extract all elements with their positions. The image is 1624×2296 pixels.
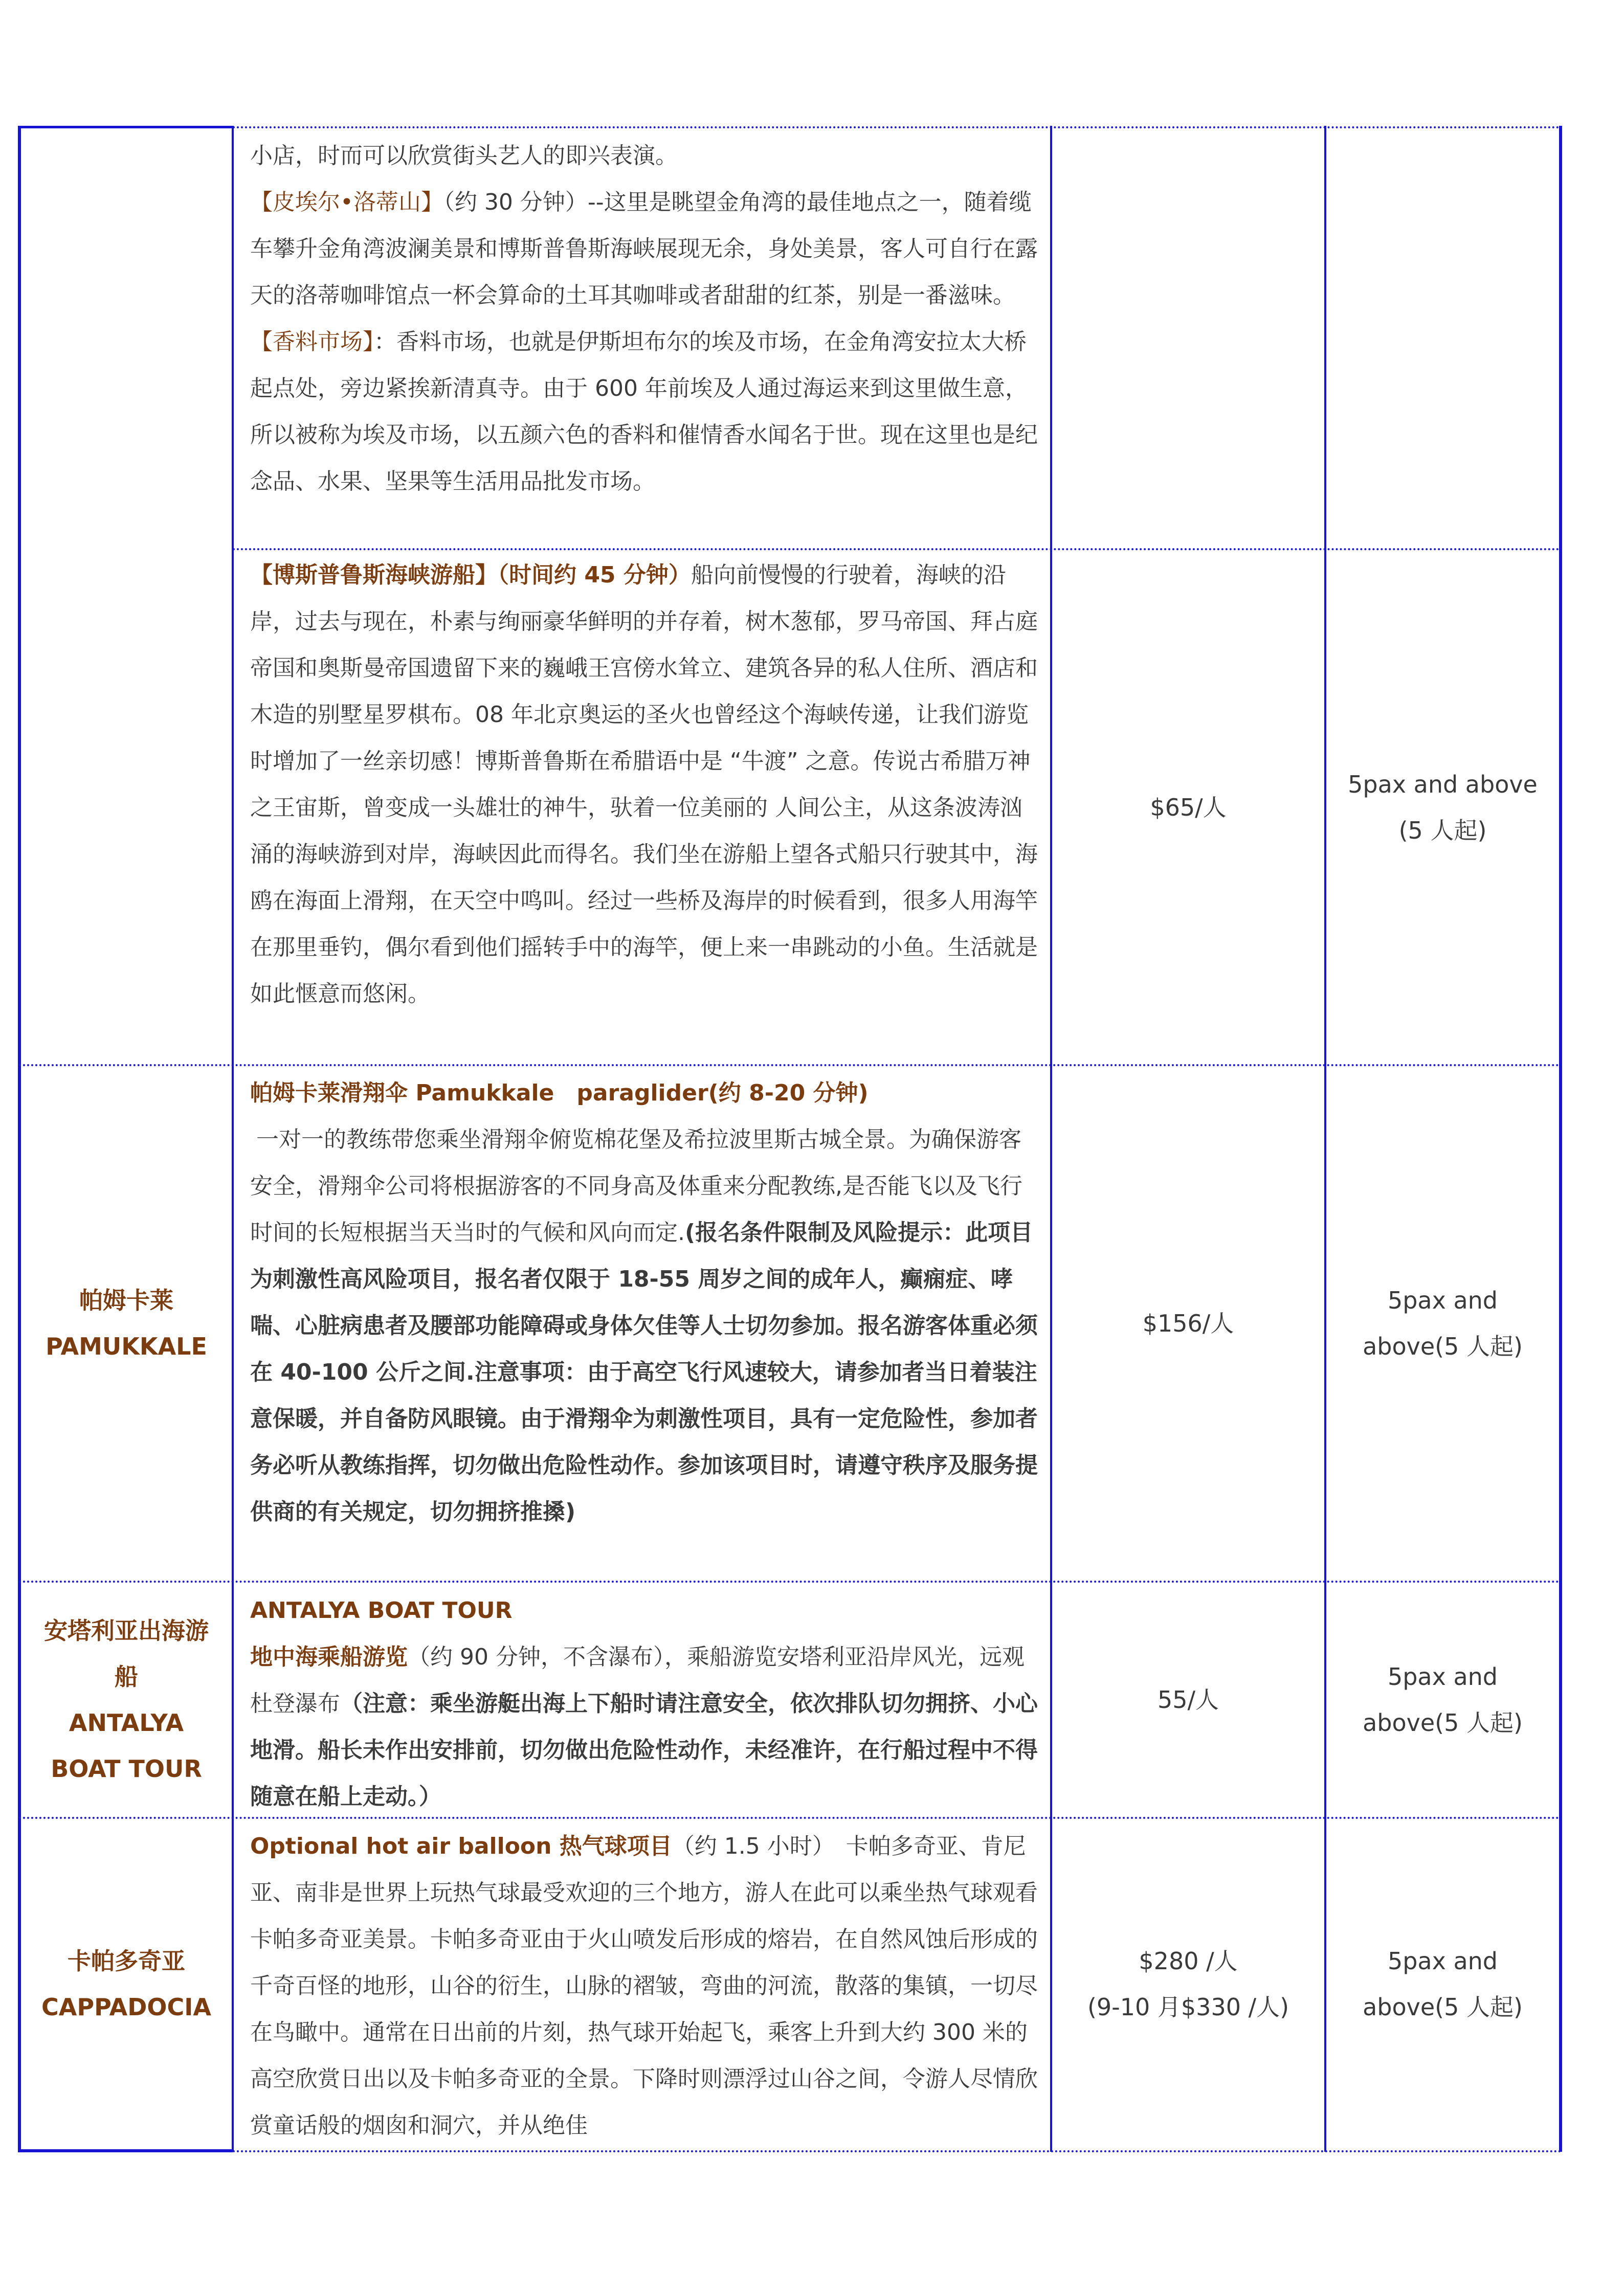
row5-desc-paragraph (250, 1823, 1039, 2149)
row2-price (1052, 550, 1324, 1064)
row2-price-value: $65/人 (1150, 793, 1227, 821)
row5-location-en: CAPPADOCIA (41, 1993, 211, 2021)
row4-desc-paragraph (250, 1634, 1039, 1820)
row5-min-line1: 5pax and (1387, 1947, 1498, 1975)
table-top-border (18, 126, 233, 128)
row3-min-line2: above(5 人起) (1363, 1333, 1523, 1360)
row1-desc-para-spice-market (250, 319, 1039, 505)
row3-desc-title: 帕姆卡莱滑翔伞 Pamukkale paraglider(约 8-20 分钟) (250, 1080, 869, 1106)
table-right-border (1559, 126, 1562, 2152)
row3-location-cn: 帕姆卡莱 (79, 1287, 173, 1314)
row5-min-line2: above(5 人起) (1363, 1993, 1523, 2021)
row5-description (234, 1823, 1050, 2149)
row3-location-en: PAMUKKALE (46, 1333, 207, 1360)
row4-location (21, 1583, 232, 1817)
row4-desc-warning: （注意：乘坐游艇出海上下船时请注意安全，依次排队切勿拥挤、小心地滑。船长未作出安排前，切勿做出危险性动作，未经准许，在行船过程中不得随意在船上走动。） (250, 1691, 1038, 1810)
row4-min-line1: 5pax and (1387, 1663, 1498, 1691)
row4-desc-text: （约 90 分钟，不含瀑布），乘船游览安塔利亚沿岸风光，远观杜登瀑布 (250, 1644, 1025, 1717)
row5-location (21, 1819, 232, 2149)
row3-min-pax (1326, 1066, 1559, 1581)
row4-location-cn: 安塔利亚出海游船 (44, 1617, 209, 1691)
row5-price (1052, 1819, 1324, 2149)
row1-desc-pierre-loti-text: （约 30 分钟）--这里是眺望金角湾的最佳地点之一，随着缆车攀升金角湾波澜美景和博斯普鲁斯海峡展现无余，身处美景，客人可自行在露天的洛蒂咖啡馆点一杯会算命的土耳其咖啡或者甜甜的红茶，别是一番滋味。 (250, 189, 1038, 308)
table-bottom-border (18, 2149, 233, 2152)
row4-description (234, 1587, 1050, 1817)
row5-price-line2: (9-10 月$330 /人) (1087, 1993, 1289, 2021)
row3-price (1052, 1066, 1324, 1581)
row3-location (21, 1066, 232, 1581)
row2-desc-text: 船向前慢慢的行驶着，海峡的沿岸，过去与现在，朴素与绚丽豪华鲜明的并存着，树木葱郁，罗马帝国、拜占庭帝国和奥斯曼帝国遗留下来的巍峨王宫傍水耸立、建筑各异的私人住所、酒店和木造的别墅星罗棋布。08 年北京奥运的圣火也曾经这个海峡传递，让我们游览时增加了一丝亲切感！博斯普鲁斯在希腊语中是 “牛渡” 之意。传说古希腊万神之王宙斯，曾变成一头雄壮的神牛，驮着一位美丽的 人间公主，从这条波涛汹涌的海峡游到对岸，海峡因此而得名。我们坐在游船上望各式船只行驶其中，海鸥在海面上滑翔，在天空中鸣叫。经过一些桥及海岸的时候看到，很多人用海竿在那里垂钓，偶尔看到他们摇转手中的海竿，便上来一串跳动的小鱼。生活就是如此惬意而悠闲。 (250, 562, 1038, 1007)
row1-desc-line1: 小店，时而可以欣赏街头艺人的即兴表演。 (250, 143, 678, 169)
row3-description (234, 1070, 1050, 1581)
row2-min-pax (1326, 550, 1559, 1064)
row4-min-line2: above(5 人起) (1363, 1709, 1523, 1737)
row5-min-pax (1326, 1819, 1559, 2149)
row3-desc-warning: (报名条件限制及风险提示：此项目为刺激性高风险项目，报名者仅限于 18-55 周岁之间的成年人，癫痫症、哮喘、心脏病患者及腰部功能障碍或身体欠佳等人士切勿参加。报名游客体重必须在 40-100 公斤之间.注意事项：由于高空飞行风速较大，请参加者当日着装注意保暖，并自备防风眼镜。由于滑翔伞为刺激性项目，具有一定危险性，参加者务必听从教练指挥，切勿做出危险性动作。参加该项目时，请遵守秩序及服务提供商的有关规定，切勿拥挤推搡) (250, 1220, 1038, 1525)
row1-desc-spice-market-text: ：香料市场，也就是伊斯坦布尔的埃及市场，在金角湾安拉太大桥起点处，旁边紧挨新清真寺。由于 600 年前埃及人通过海运来到这里做生意，所以被称为埃及市场，以五颜六色的香料和催情香水闻名于世。现在这里也是纪念品、水果、坚果等生活用品批发市场。 (250, 329, 1038, 494)
row2-min-line2: (5 人起) (1398, 816, 1487, 844)
row2-desc-title: 【博斯普鲁斯海峡游船】（时间约 45 分钟） (250, 562, 691, 588)
row3-min-line1: 5pax and (1387, 1287, 1498, 1314)
row1-desc-para-pierre-loti (250, 179, 1039, 319)
table-top-border-dotted (233, 126, 1560, 128)
row4-desc-title: 地中海乘船游览 (250, 1644, 408, 1670)
row5-price-line1: $280 /人 (1139, 1947, 1238, 1975)
row5-desc-title: Optional hot air balloon 热气球项目 (250, 1833, 672, 1859)
row5-location-cn: 卡帕多奇亚 (68, 1947, 185, 1975)
row4-desc-heading: ANTALYA BOAT TOUR (250, 1597, 513, 1624)
row4-price-value: 55/人 (1157, 1686, 1219, 1714)
row4-price (1052, 1583, 1324, 1817)
row4-location-en: ANTALYA BOAT TOUR (51, 1709, 202, 1783)
row3-desc-text: 一对一的教练带您乘坐滑翔伞俯览棉花堡及希拉波里斯古城全景。为确保游客安全，滑翔伞公司将根据游客的不同身高及体重来分配教练,是否能飞以及飞行时间的长短根据当天当时的气候和风向而定. (250, 1127, 1022, 1246)
row1-description (234, 132, 1050, 547)
row2-desc-paragraph (250, 552, 1039, 1017)
row1-desc-pierre-loti-title: 【皮埃尔•洛蒂山】 (250, 189, 443, 215)
row2-min-line1: 5pax and above (1348, 770, 1538, 798)
row3-price-value: $156/人 (1142, 1310, 1234, 1337)
table-bottom-border-dotted (233, 2150, 1562, 2152)
row3-desc-paragraph (250, 1116, 1039, 1535)
row1-desc-spice-market-title: 【香料市场】 (250, 329, 374, 355)
row5-desc-text: （约 1.5 小时） 卡帕多奇亚、肯尼亚、南非是世界上玩热气球最受欢迎的三个地方，游人在此可以乘坐热气球观看卡帕多奇亚美景。卡帕多奇亚由于火山喷发后形成的熔岩，在自然风蚀后形成的千奇百怪的地形，山谷的衍生，山脉的褶皱，弯曲的河流，散落的集镇，一切尽在鸟瞰中。通常在日出前的片刻，热气球开始起飞，乘客上升到大约 300 米的高空欣赏日出以及卡帕多奇亚的全景。下降时则漂浮过山谷之间，令游人尽情欣赏童话般的烟囱和洞穴，并从绝佳 (250, 1833, 1038, 2139)
row2-description (234, 552, 1050, 1063)
row4-min-pax (1326, 1583, 1559, 1817)
